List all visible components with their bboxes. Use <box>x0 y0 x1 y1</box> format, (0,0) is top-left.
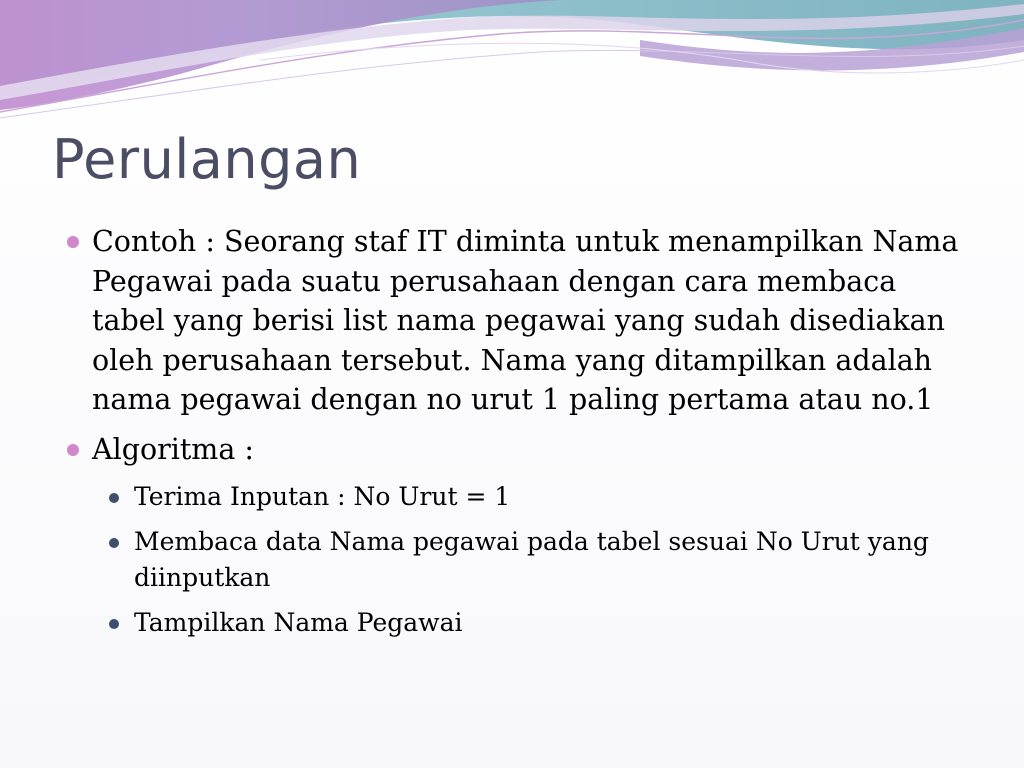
bullet-list <box>64 222 964 650</box>
sub-bullet-item <box>106 605 964 641</box>
sub-bullet-text: Membaca data Nama pegawai pada tabel sesuai No Urut yang diinputkan <box>134 527 929 592</box>
sub-bullet-dot-icon <box>109 493 119 503</box>
sub-bullet-item <box>106 524 964 596</box>
sub-bullet-dot-icon <box>109 538 119 548</box>
sub-bullet-text: Terima Inputan : No Urut = 1 <box>134 482 511 511</box>
bullet-dot-icon <box>67 444 79 456</box>
bullet-item-algorithm <box>64 430 964 470</box>
sub-bullet-text: Tampilkan Nama Pegawai <box>134 608 463 637</box>
sub-bullet-dot-icon <box>109 619 119 629</box>
sub-bullet-list <box>106 479 964 641</box>
bullet-item-example <box>64 222 964 420</box>
sub-bullet-item <box>106 479 964 515</box>
bullet-text: Contoh : Seorang staf IT diminta untuk menampilkan Nama Pegawai pada suatu perusahaan dengan cara membaca tabel yang berisi list nama pegawai yang sudah disediakan oleh perusahaan tersebut. Nama yang ditampilkan adalah nama pegawai dengan no urut 1 paling pertama atau no.1 <box>92 225 959 416</box>
bullet-text: Algoritma : <box>92 432 254 466</box>
slide-title: Perulangan <box>52 128 362 191</box>
header-wave-decoration <box>0 0 1024 130</box>
bullet-dot-icon <box>67 236 79 248</box>
